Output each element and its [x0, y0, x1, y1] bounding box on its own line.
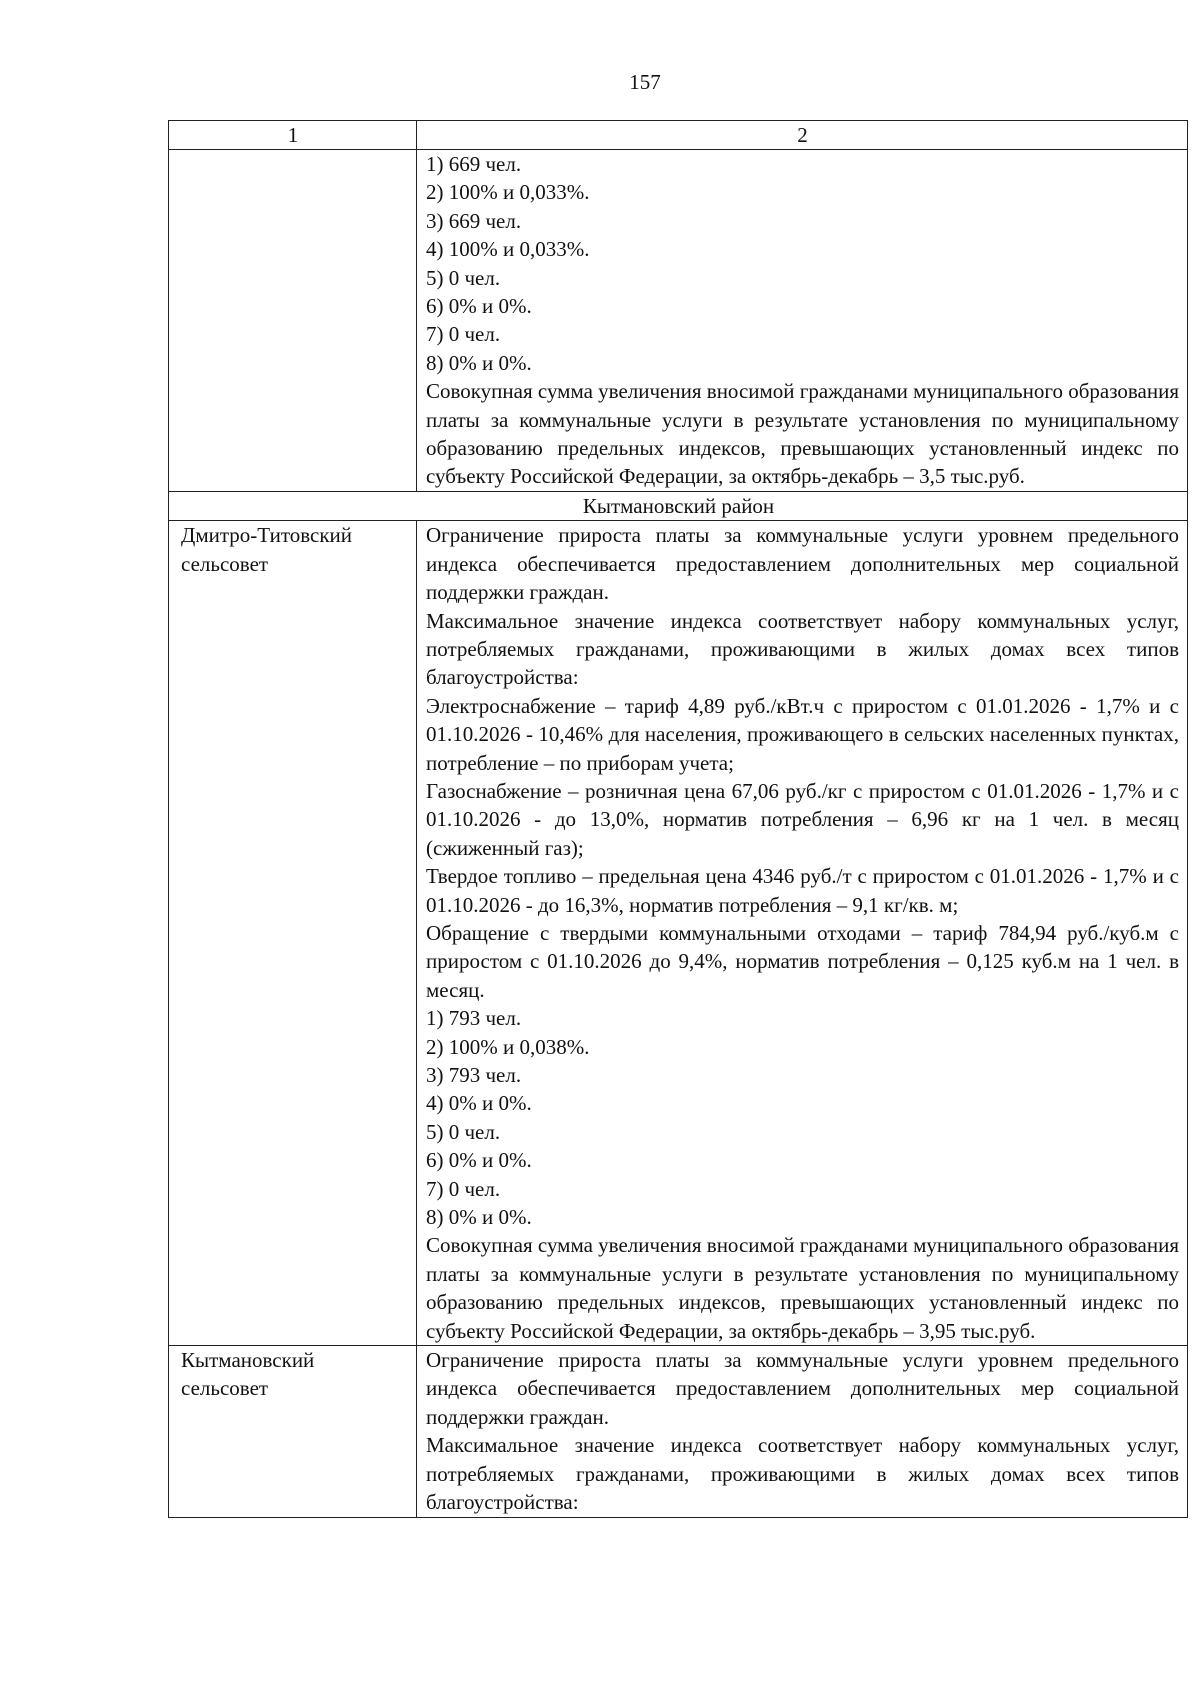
list-item: 6) 0% и 0%. — [426, 294, 532, 319]
paragraph: Максимальное значение индекса соответствует набору коммунальных услуг, потребляемых гражданами, проживающими в жилых домах всех типов благоустройства: — [426, 608, 1179, 690]
paragraph: Электроснабжение – тариф 4,89 руб./кВт.ч с приростом с 01.01.2026 - 1,7% и с 01.10.2026 - 10,46% для населения, проживающего в сельских населенных пунктах, потребление – по приборам учета; — [426, 693, 1179, 775]
list-item: 7) 0 чел. — [426, 1176, 501, 1201]
municipality-cell — [169, 521, 417, 1346]
page-number: 157 — [629, 70, 661, 94]
list-item: 4) 0% и 0%. — [426, 1091, 532, 1116]
table-row — [169, 150, 1188, 492]
paragraph: Обращение с твердыми коммунальными отходами – тариф 784,94 руб./куб.м с приростом с 01.10.2026 до 9,4%, норматив потребления – 0,125 куб.м на 1 чел. в месяц. — [426, 920, 1179, 1002]
municipality-cell-empty — [169, 150, 417, 492]
list-item: 7) 0 чел. — [426, 322, 501, 347]
table-row — [169, 521, 1188, 1346]
municipality-name: Дмитро-Титовский — [181, 523, 353, 548]
total-sum-paragraph: Совокупная сумма увеличения вносимой гражданами муниципального образования платы за коммунальные услуги в результате установления по муниципальному образованию предельных индексов, превышающих установленный индекс по субъекту Российской Федерации, за октябрь-декабрь – 3,95 тыс.руб. — [426, 1233, 1179, 1343]
list-item: 5) 0 чел. — [426, 1119, 501, 1144]
total-sum-paragraph: Совокупная сумма увеличения вносимой гражданами муниципального образования платы за коммунальные услуги в результате установления по муниципальному образованию предельных индексов, превышающих установленный индекс по субъекту Российской Федерации, за октябрь-декабрь – 3,5 тыс.руб. — [426, 379, 1179, 489]
district-title: Кытмановский район — [169, 491, 1188, 520]
list-item: 6) 0% и 0%. — [426, 1148, 532, 1173]
description-cell — [417, 150, 1188, 492]
table-row — [169, 1346, 1188, 1517]
paragraph: Максимальное значение индекса соответствует набору коммунальных услуг, потребляемых гражданами, проживающими в жилых домах всех типов благоустройства: — [426, 1433, 1179, 1515]
municipality-cell — [169, 1346, 417, 1517]
description-cell — [417, 521, 1188, 1346]
list-item: 1) 669 чел. — [426, 152, 522, 176]
list-item: 2) 100% и 0,033%. — [426, 180, 590, 205]
header-col-2: 2 — [417, 121, 1188, 150]
municipality-type: сельсовет — [181, 551, 269, 576]
paragraph: Газоснабжение – розничная цена 67,06 руб./кг с приростом с 01.01.2026 - 1,7% и с 01.10.2026 - до 13,0%, норматив потребления – 6,96 кг на 1 чел. в месяц (сжиженный газ); — [426, 778, 1179, 860]
document-table — [168, 120, 1188, 1518]
list-item: 1) 793 чел. — [426, 1006, 522, 1031]
list-item: 2) 100% и 0,038%. — [426, 1034, 590, 1059]
table-header-row — [169, 121, 1188, 150]
municipality-name: Кытмановский — [181, 1348, 315, 1373]
list-item: 8) 0% и 0%. — [426, 350, 532, 375]
list-item: 8) 0% и 0%. — [426, 1205, 532, 1230]
list-item: 4) 100% и 0,033%. — [426, 237, 590, 262]
list-item: 5) 0 чел. — [426, 265, 501, 290]
district-row — [169, 491, 1188, 520]
municipality-type: сельсовет — [181, 1376, 269, 1401]
header-col-1: 1 — [169, 121, 417, 150]
list-item: 3) 669 чел. — [426, 208, 522, 233]
description-cell — [417, 1346, 1188, 1517]
paragraph: Ограничение прироста платы за коммунальные услуги уровнем предельного индекса обеспечивается предоставлением дополнительных мер социальной поддержки граждан. — [426, 523, 1179, 605]
paragraph: Твердое топливо – предельная цена 4346 руб./т с приростом с 01.01.2026 - 1,7% и с 01.10.2026 - до 16,3%, норматив потребления – 9,1 кг/кв. м; — [426, 864, 1179, 917]
paragraph: Ограничение прироста платы за коммунальные услуги уровнем предельного индекса обеспечивается предоставлением дополнительных мер социальной поддержки граждан. — [426, 1348, 1179, 1429]
list-item: 3) 793 чел. — [426, 1063, 522, 1087]
